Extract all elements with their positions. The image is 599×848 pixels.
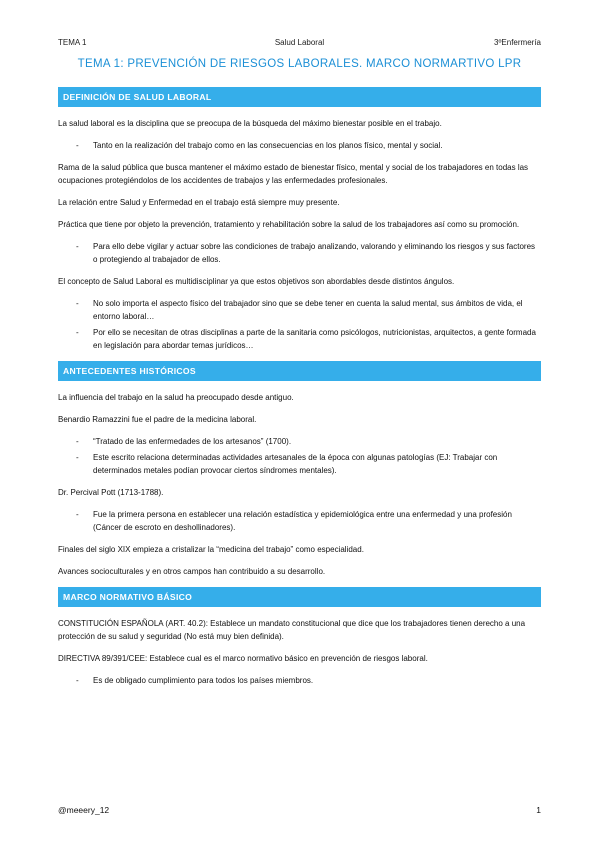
paragraph: Práctica que tiene por objeto la prevención, tratamiento y rehabilitación sobre la salud de los trabajadores así como su promoción. [58,220,520,229]
paragraph: Benardio Ramazzini fue el padre de la medicina laboral. [58,415,257,424]
header-center: Salud Laboral [274,38,325,47]
page-header [58,38,541,50]
bullet-list [58,508,541,534]
bullet-list [58,139,541,152]
paragraph: CONSTITUCIÓN ESPAÑOLA (ART. 40.2): Establece un mandato constitucional que dice que los trabajadores tienen derecho a una protección de su salud y seguridad (No está muy bien definida). [58,619,526,641]
bullet-list [58,674,541,687]
list-item: - Fue la primera persona en establecer una relación estadística y epidemiológica entre una enfermedad y una profesión (Cáncer de escroto en deshollinadores). [58,508,541,534]
section-heading-marco-normativo: MARCO NORMATIVO BÁSICO [58,587,541,607]
document-title: TEMA 1: PREVENCIÓN DE RIESGOS LABORALES. MARCO NORMARTIVO LPR [77,58,522,70]
section-heading-antecedentes: ANTECEDENTES HISTÓRICOS [58,361,541,381]
paragraph: Dr. Percival Pott (1713-1788). [58,488,164,497]
paragraph: La salud laboral es la disciplina que se preocupa de la búsqueda del máximo bienestar posible en el trabajo. [58,119,442,128]
paragraph: La relación entre Salud y Enfermedad en el trabajo está siempre muy presente. [58,198,340,207]
section-heading-definicion: DEFINICIÓN DE SALUD LABORAL [58,87,541,107]
bullet-list [58,240,541,266]
page-footer [58,805,541,817]
paragraph: DIRECTIVA 89/391/CEE: Establece cual es el marco normativo básico en prevención de riesgos laboral. [58,654,428,663]
header-left: TEMA 1 [58,38,87,47]
list-item: - Para ello debe vigilar y actuar sobre las condiciones de trabajo analizando, valorando y eliminando los riesgos y sus factores o protegiendo al trabajador de ellos. [58,240,541,266]
list-item: - Tanto en la realización del trabajo como en las consecuencias en los planos físico, mental y social. [58,139,541,152]
bullet-list [58,297,541,352]
paragraph: Avances socioculturales y en otros campos han contribuido a su desarrollo. [58,567,326,576]
document-body [58,87,541,696]
paragraph: La influencia del trabajo en la salud ha preocupado desde antiguo. [58,393,294,402]
list-item: - Este escrito relaciona determinadas actividades artesanales de la época con algunas patologías (EJ: Trabajar con determinados metales podían provocar ciertos síndromes mentales). [58,451,541,477]
author-handle: @meeery_12 [58,805,110,815]
list-item: - “Tratado de las enfermedades de los artesanos” (1700). [58,435,541,448]
page-number: 1 [536,805,541,815]
list-item: - Es de obligado cumplimiento para todos los países miembros. [58,674,541,687]
paragraph: Finales del siglo XIX empieza a cristalizar la “medicina del trabajo” como especialidad. [58,545,364,554]
paragraph: Rama de la salud pública que busca mantener el máximo estado de bienestar físico, mental y social de los trabajadores en todas las ocupaciones protegiéndolos de los accidentes de trabajos y las enfermedades profesionales. [58,163,529,185]
list-item: - Por ello se necesitan de otras disciplinas a parte de la sanitaria como psicólogos, nutricionistas, arquitectos, a gente formada en legislación para abordar temas jurídicos… [58,326,541,352]
list-item: - No solo importa el aspecto físico del trabajador sino que se debe tener en cuenta la salud mental, sus ámbitos de vida, el entorno laboral… [58,297,541,323]
header-right: 3ºEnfermería [494,38,541,47]
bullet-list [58,435,541,477]
paragraph: El concepto de Salud Laboral es multidisciplinar ya que estos objetivos son abordables desde distintos ángulos. [58,277,455,286]
